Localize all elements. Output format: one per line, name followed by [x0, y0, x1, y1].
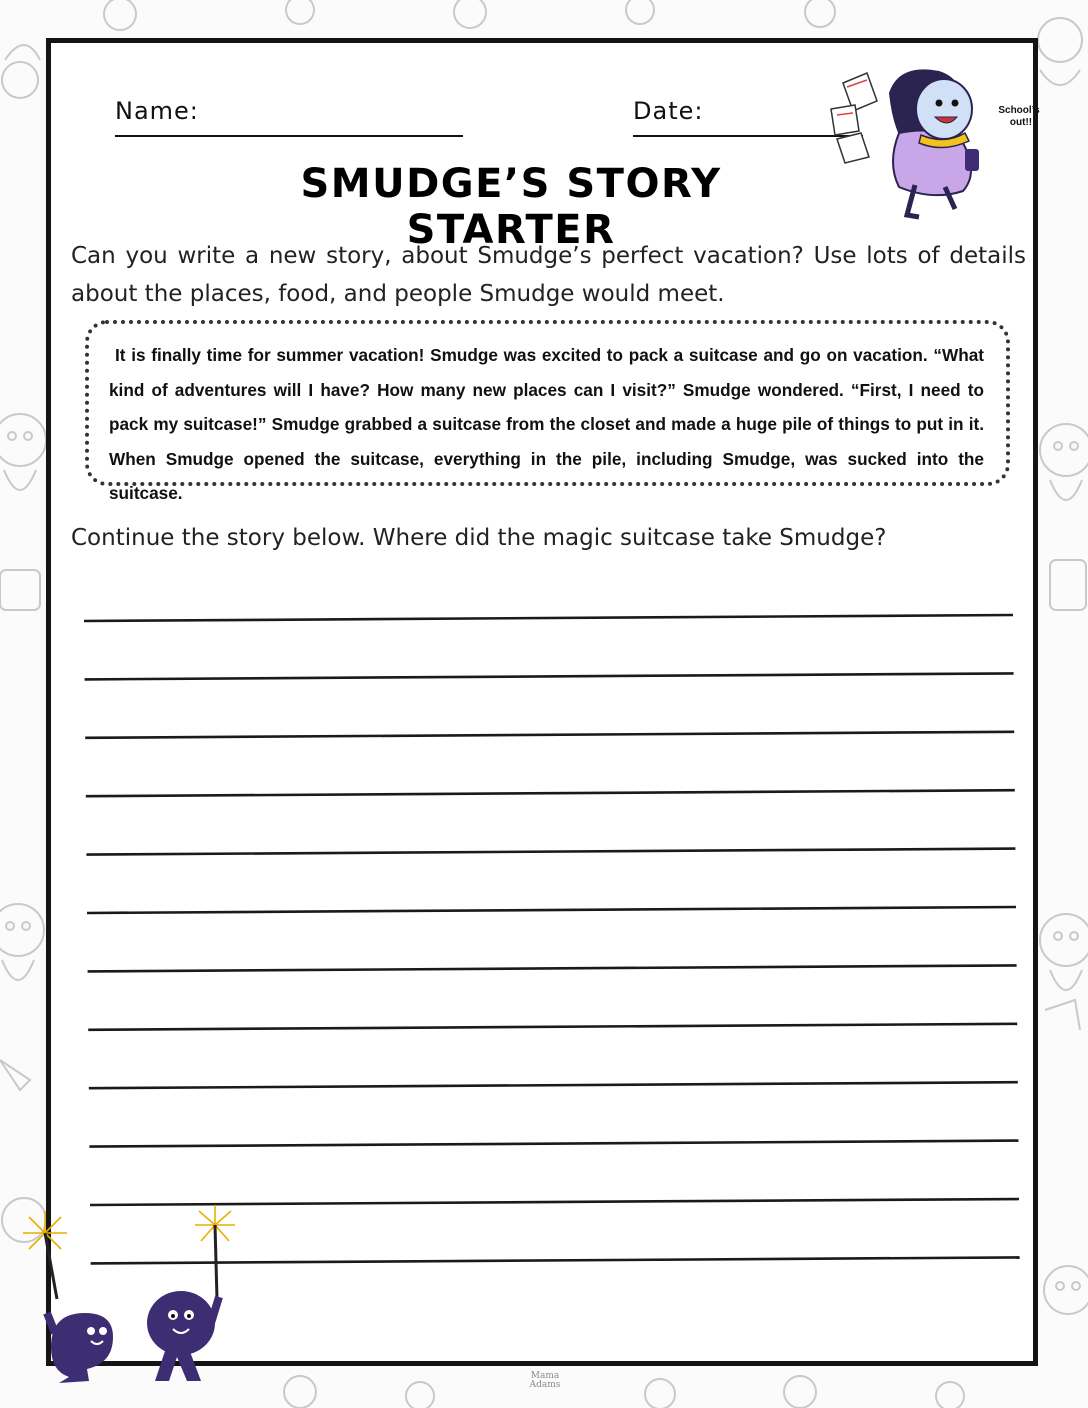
- writing-line[interactable]: [88, 1024, 1017, 1030]
- story-starter-text: It is finally time for summer vacation! Smudge was excited to pack a suitcase and go on vacation. “What kind of adventures will I have? How many new places can I visit?” Smudge wondered. “First, I need to pack my suitcase!” Smudge grabbed a suitcase from the closet and made a huge pile of things to put in it. When Smudge opened the suitcase, everything in the pile, including Smudge, was sucked into the suitcase.: [109, 345, 984, 503]
- writing-line[interactable]: [84, 615, 1013, 621]
- writing-line[interactable]: [88, 965, 1017, 971]
- writing-line[interactable]: [89, 1141, 1018, 1147]
- footer-logo: [520, 1372, 570, 1390]
- footer-logo-text: Mama Adams: [529, 1371, 561, 1390]
- purple-character: [47, 1313, 113, 1383]
- sparkler-icon: [195, 1205, 235, 1299]
- instructions-text: Can you write a new story, about Smudge’s perfect vacation? Use lots of details about the places, food, and people Smudge would meet.: [71, 243, 1026, 307]
- writing-line[interactable]: [85, 732, 1014, 738]
- schools-out-label: School’s out!!: [998, 105, 1040, 128]
- writing-line[interactable]: [87, 907, 1016, 913]
- sparkler-icon: [23, 1211, 67, 1299]
- purple-character: [147, 1291, 219, 1381]
- continue-prompt: Continue the story below. Where did the magic suitcase take Smudge?: [71, 525, 887, 551]
- writing-line[interactable]: [86, 790, 1015, 796]
- name-label: Name:: [115, 97, 199, 125]
- dancing-characters-with-sparklers: [5, 1203, 245, 1383]
- writing-line[interactable]: [86, 849, 1015, 855]
- writing-lines-area[interactable]: [51, 43, 1043, 1371]
- writing-line[interactable]: [89, 1082, 1018, 1088]
- date-label: Date:: [633, 97, 704, 125]
- writing-line[interactable]: [85, 673, 1014, 679]
- page-title: SMUDGE’S STORY STARTER: [300, 161, 722, 253]
- worksheet-page: [46, 38, 1038, 1366]
